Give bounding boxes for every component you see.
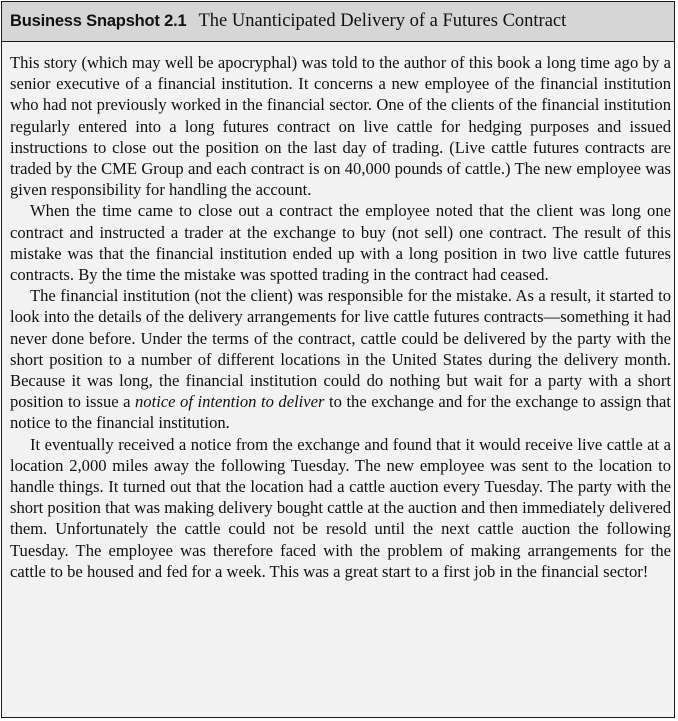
paragraph-1: This story (which may well be apocryphal) was told to the author of this book a long time ago by a senior executive of a financial institution. It concerns a new employee of the financial institution who had not previously worked in the financial sector. One of the clients of the financial institution regularly entered into a long futures contract on live cattle for hedging purposes and issued instructions to close out the position on the last day of trading. (Live cattle futures contracts are traded by the CME Group and each contract is on 40,000 pounds of cattle.) The new employee was given responsibility for handling the account.	[10, 53, 671, 200]
paragraph-2: When the time came to close out a contract the employee noted that the client was long one contract and instructed a trader at the exchange to buy (not sell) one contract. The result of this mistake was that the financial institution ended up with a long position in two live cattle futures contracts. By the time the mistake was spotted trading in the contract had ceased.	[10, 201, 671, 285]
snapshot-title: The Unanticipated Delivery of a Futures Contract	[198, 11, 567, 31]
snapshot-header	[2, 2, 674, 42]
snapshot-body	[10, 52, 671, 582]
business-snapshot-box	[1, 1, 675, 718]
snapshot-label: Business Snapshot 2.1	[10, 12, 187, 30]
paragraph-3	[10, 285, 671, 433]
paragraph-4: It eventually received a notice from the exchange and found that it would receive live cattle at a location 2,000 miles away the following Tuesday. The new employee was sent to the location to handle things. It turned out that the location had a cattle auction every Tuesday. The party with the short position that was making delivery bought cattle at the auction and then immediately delivered them. Unfortunately the cattle could not be resold until the next cattle auction the following Tuesday. The employee was therefore faced with the problem of making arrangements for the cattle to be housed and fed for a week. This was a great start to a first job in the financial sector!	[10, 434, 671, 581]
notice-of-intention-term: notice of intention to deliver	[135, 392, 325, 412]
paragraph-3-text-before: The financial institution (not the client) was responsible for the mistake. As a result, it started to look into the details of the delivery arrangements for live cattle futures contracts—something it had never done before. Under the terms of the contract, cattle could be delivered by the party with the short position to a number of different locations in the United States during the delivery month. Because it was long, the financial institution could do nothing but wait for a party with a short position to issue a	[10, 286, 671, 412]
paragraph-3-text-after: to the exchange and for the exchange to assign that notice to the financial institution.	[10, 392, 671, 433]
